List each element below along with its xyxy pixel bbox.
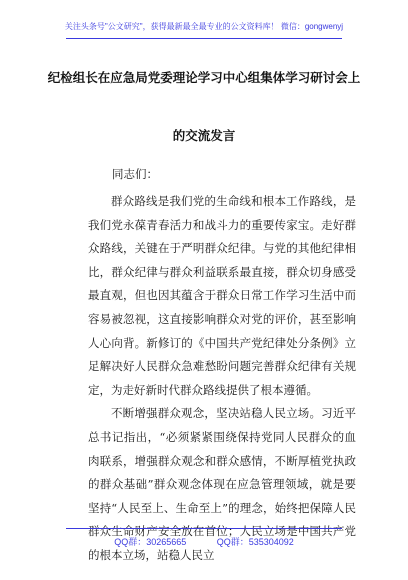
salutation: 同志们： [112, 167, 158, 181]
header-divider [66, 38, 342, 39]
document-title-line-2: 的交流发言 [172, 128, 236, 143]
paragraph: 不断增强群众观念，坚决站稳人民立场。习近平总书记指出，“必须紧紧围绕保持党同人民群众的血肉联系，增强群众观念和群众感情，不断厚植党执政的群众基础”群众观念体现在应急管理领域，就是要坚持“人民至上、生命至上”的理念，始终把保障人民群众生命财产安全放在首位；人民立场是中国共产党的根本立场，站稳人民立 [88, 406, 356, 562]
footer-divider [66, 528, 342, 529]
footer-qq-group-2: QQ群：535304092 [216, 537, 294, 547]
paragraph: 群众路线是我们党的生命线和根本工作路线，是我们党永葆青春活力和战斗力的重要传家宝。走好群众路线，关键在于严明群众纪律。与党的其他纪律相比，群众纪律与群众利益联系最直接，群众切身感受最直观，但也因其蕴含于群众日常工作学习生活中而容易被忽视，这直接影响群众对党的评价，甚至影响人心向背。新修订的《中国共产党纪律处分条例》立足解决好人民群众急难愁盼问题完善群众纪律有关规定，为走好新时代群众路线提供了根本遵循。 [88, 194, 356, 397]
header-note: 关注头条号"公文研究"，获得最新最全最专业的公文资料库！ 微信：gongwenyj [64, 22, 344, 31]
document-body [88, 190, 356, 568]
footer-note [0, 535, 408, 548]
footer-qq-group-1: QQ群：30265665 [114, 537, 187, 547]
document-title-line-1: 纪检组长在应急局党委理论学习中心组集体学习研讨会上 [47, 70, 361, 85]
